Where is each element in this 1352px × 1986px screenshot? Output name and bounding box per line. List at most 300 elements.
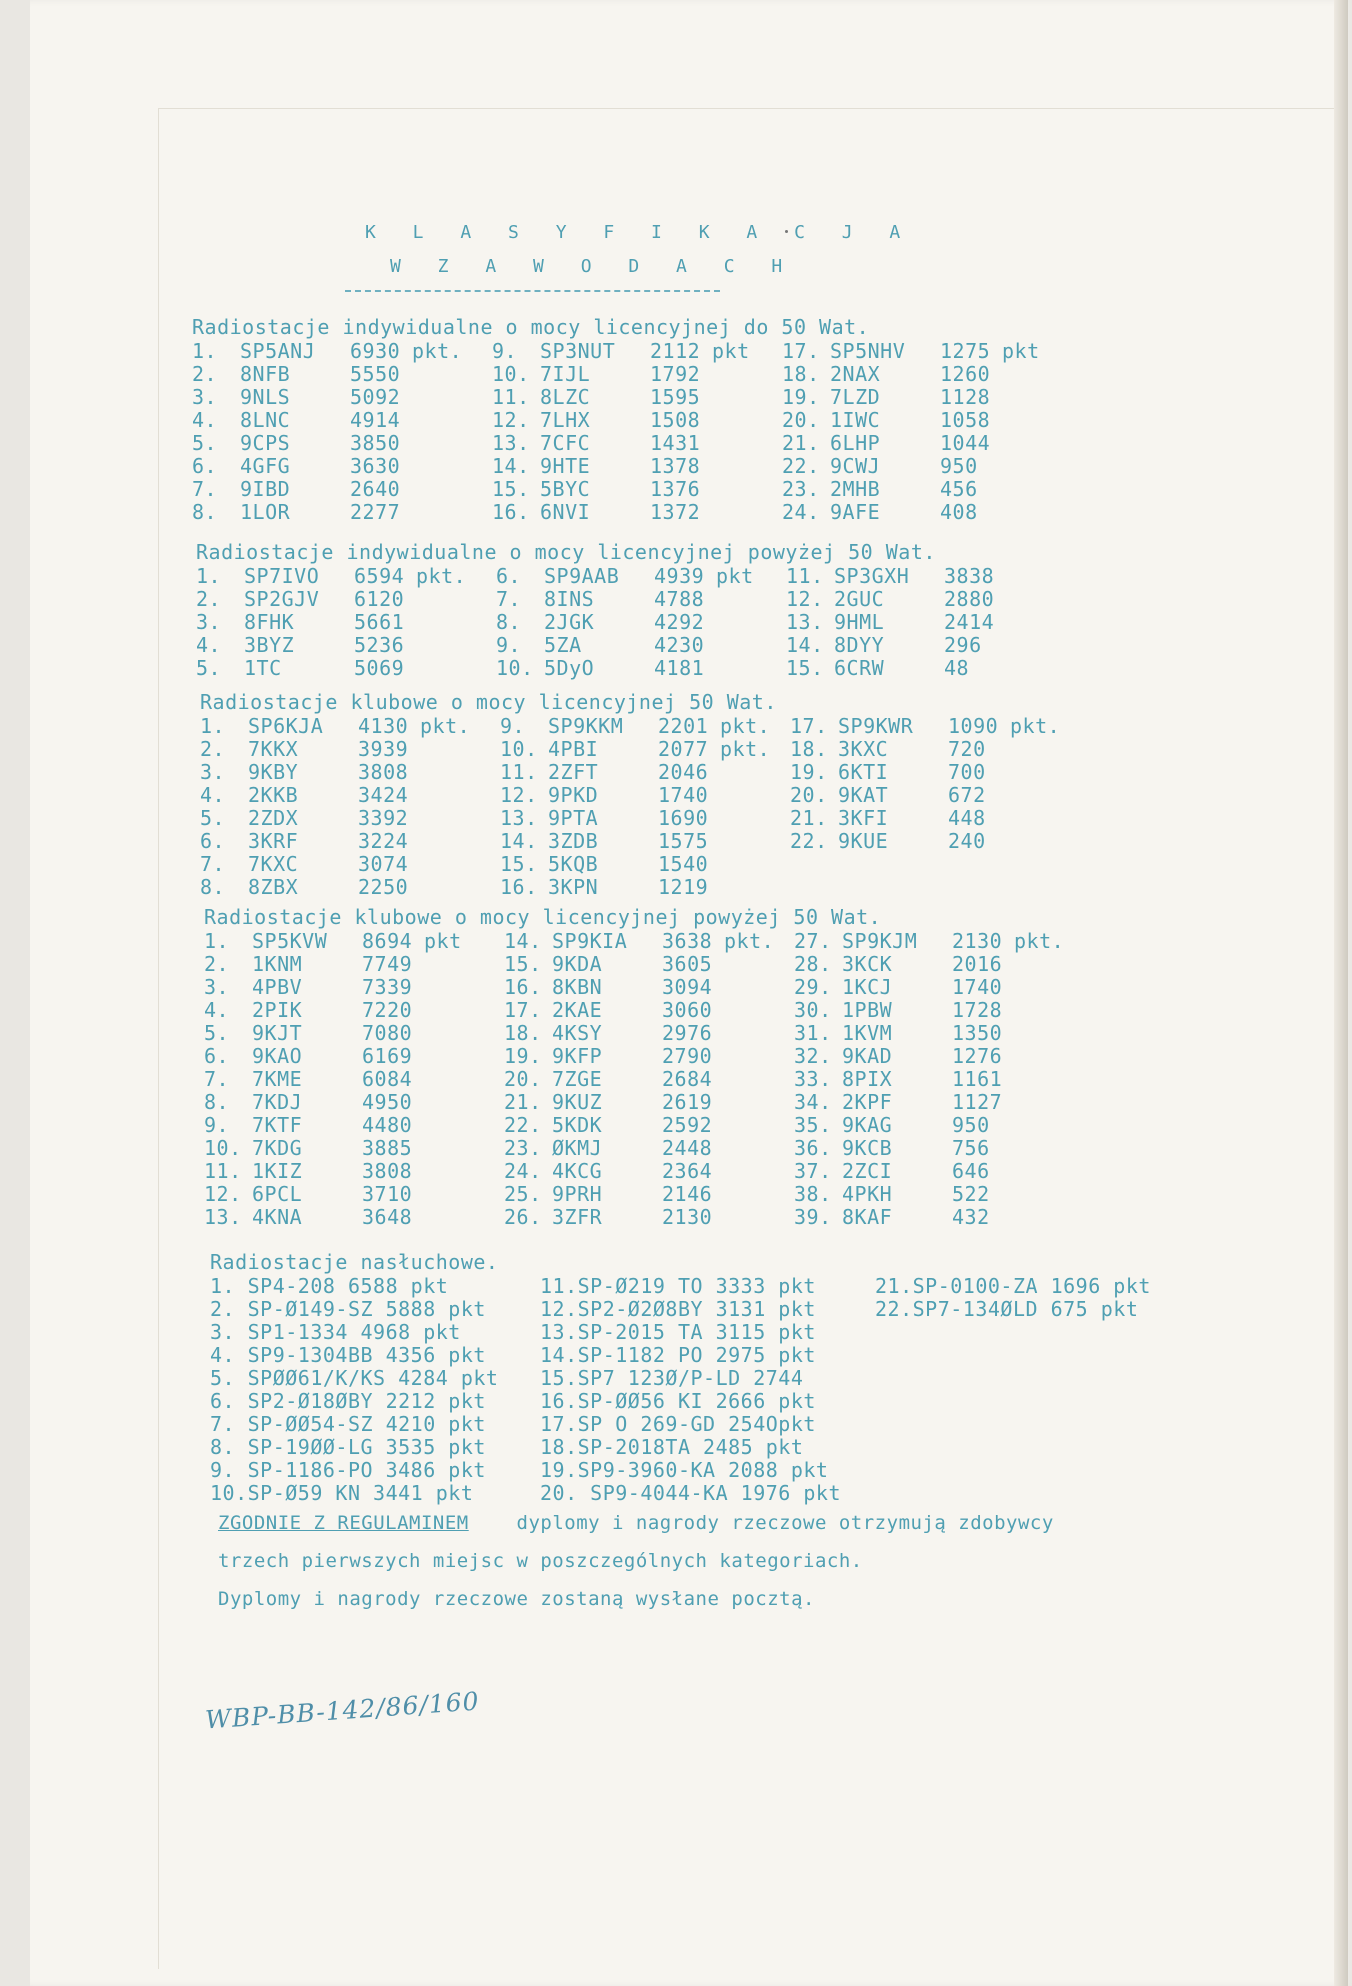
score-unit (712, 431, 762, 454)
ranking-row (782, 477, 1052, 500)
ranking-column (782, 339, 1052, 523)
ranking-row (196, 633, 466, 656)
rank-number: 19. (504, 1044, 542, 1068)
callsign: 3KXC (838, 737, 889, 761)
callsign: 9KDA (552, 952, 603, 976)
rank-number: 10. (492, 362, 530, 386)
ranking-section (192, 315, 1202, 523)
ranking-column (790, 714, 1060, 852)
ranking-row (504, 1136, 774, 1159)
callsign: 3BYZ (244, 633, 295, 657)
score: 3808 (358, 760, 409, 784)
ranking-row (794, 1067, 1064, 1090)
rank-number: 8. (204, 1090, 230, 1114)
score: 1728 (952, 998, 1003, 1022)
callsign: 9KJT (252, 1021, 303, 1045)
rank-number: 29. (794, 975, 832, 999)
rank-number: 9. (496, 633, 522, 657)
ranking-row (782, 362, 1052, 385)
rank-number: 19. (790, 760, 828, 784)
score-unit (724, 1136, 774, 1159)
callsign: 1LOR (240, 500, 291, 524)
score-unit (416, 633, 466, 656)
ranking-row (204, 1205, 474, 1228)
score-unit (1014, 1044, 1064, 1067)
score: 7339 (362, 975, 413, 999)
score-unit (712, 454, 762, 477)
note-line-3: Dyplomy i nagrody rzeczowe zostaną wysłane pocztą. (218, 1588, 815, 1610)
score: 3224 (358, 829, 409, 853)
ranking-columns (204, 929, 1214, 1228)
score: 2684 (662, 1067, 713, 1091)
score: 3630 (350, 454, 401, 478)
score: 408 (940, 500, 978, 524)
score-unit (724, 1044, 774, 1067)
ranking-row (204, 1113, 474, 1136)
rank-number: 34. (794, 1090, 832, 1114)
score: 1378 (650, 454, 701, 478)
ranking-row (786, 610, 1056, 633)
rank-number: 6. (200, 829, 226, 853)
listener-row: 11.SP-Ø219 TO 3333 pkt (540, 1274, 816, 1298)
listener-row: 9. SP-1186-PO 3486 pkt (210, 1458, 486, 1482)
score: 5092 (350, 385, 401, 409)
score-unit (424, 1159, 474, 1182)
score-unit (1006, 656, 1056, 679)
rank-number: 4. (204, 998, 230, 1022)
score: 2250 (358, 875, 409, 899)
listener-row: 16.SP-ØØ56 KI 2666 pkt (540, 1389, 816, 1413)
callsign: 8KAF (842, 1205, 893, 1229)
score: 2880 (944, 587, 995, 611)
score: 4788 (654, 587, 705, 611)
score-unit (416, 656, 466, 679)
score-unit: pkt (712, 339, 750, 363)
rank-number: 33. (794, 1067, 832, 1091)
rank-number: 4. (192, 408, 218, 432)
callsign: 7KTF (252, 1113, 303, 1137)
ranking-row (790, 806, 1060, 829)
ranking-row (200, 829, 470, 852)
ranking-column (192, 339, 462, 523)
callsign: 2JGK (544, 610, 595, 634)
score: 4914 (350, 408, 401, 432)
score: 4950 (362, 1090, 413, 1114)
ranking-column (786, 564, 1056, 679)
score-unit (1002, 477, 1052, 500)
score: 2130 (662, 1205, 713, 1229)
ranking-row (492, 477, 762, 500)
score-unit (1014, 975, 1064, 998)
score: 6169 (362, 1044, 413, 1068)
ranking-row (790, 737, 1060, 760)
rank-number: 15. (500, 852, 538, 876)
ranking-row (794, 1044, 1064, 1067)
ranking-row (786, 633, 1056, 656)
callsign: 4PBI (548, 737, 599, 761)
ranking-row (496, 656, 766, 679)
ranking-row (782, 385, 1052, 408)
ranking-section (200, 690, 1210, 898)
rank-number: 2. (200, 737, 226, 761)
score-unit (424, 975, 474, 998)
score-unit (424, 1090, 474, 1113)
ranking-row (204, 998, 474, 1021)
callsign: 7CFC (540, 431, 591, 455)
score-unit (1002, 385, 1052, 408)
ranking-row (500, 760, 770, 783)
score-unit (412, 408, 462, 431)
ranking-row (492, 339, 762, 362)
score: 1161 (952, 1067, 1003, 1091)
callsign: SP9KIA (552, 929, 628, 953)
score-unit (724, 1159, 774, 1182)
callsign: 7KXC (248, 852, 299, 876)
ranking-row (500, 875, 770, 898)
section-heading: Radiostacje indywidualne o mocy licencyjnej do 50 Wat. (192, 315, 870, 339)
ranking-row (504, 998, 774, 1021)
ranking-row (196, 564, 466, 587)
rank-number: 20. (782, 408, 820, 432)
rank-number: 10. (496, 656, 534, 680)
score: 1508 (650, 408, 701, 432)
rank-number: 18. (782, 362, 820, 386)
listener-row: 7. SP-ØØ54-SZ 4210 pkt (210, 1412, 486, 1436)
rank-number: 16. (492, 500, 530, 524)
score: 1275 (940, 339, 991, 363)
ranking-row (504, 1159, 774, 1182)
rank-number: 11. (492, 385, 530, 409)
callsign: SP5NHV (830, 339, 906, 363)
rank-number: 1. (200, 714, 226, 738)
listener-row: 17.SP O 269-GD 254Opkt (540, 1412, 816, 1436)
rank-number: 4. (196, 633, 222, 657)
listener-row: 6. SP2-Ø18ØBY 2212 pkt (210, 1389, 486, 1413)
score-unit (712, 477, 762, 500)
score-unit (424, 1044, 474, 1067)
ranking-row (794, 1136, 1064, 1159)
callsign: 2KKB (248, 783, 299, 807)
score-unit: pkt. (720, 714, 771, 738)
ranking-column (794, 929, 1064, 1228)
rank-number: 35. (794, 1113, 832, 1137)
score-unit: pkt. (412, 339, 463, 363)
score-unit: pkt. (1014, 929, 1065, 953)
callsign: 4PBV (252, 975, 303, 999)
ranking-row (200, 737, 470, 760)
callsign: 6NVI (540, 500, 591, 524)
score-unit (1014, 1113, 1064, 1136)
score: 1090 (948, 714, 999, 738)
score: 2364 (662, 1159, 713, 1183)
rank-number: 20. (504, 1067, 542, 1091)
ranking-row (794, 1021, 1064, 1044)
rank-number: 6. (204, 1044, 230, 1068)
score: 522 (952, 1182, 990, 1206)
score: 950 (940, 454, 978, 478)
score-unit (424, 1182, 474, 1205)
regulation-lead: ZGODNIE Z REGULAMINEM (218, 1512, 469, 1534)
score: 3424 (358, 783, 409, 807)
listener-column (875, 1274, 1151, 1320)
rank-number: 25. (504, 1182, 542, 1206)
ranking-columns (200, 714, 1210, 898)
rank-number: 15. (786, 656, 824, 680)
ranking-row (492, 431, 762, 454)
listener-row: 22.SP7-134ØLD 675 pkt (875, 1297, 1139, 1321)
score: 2277 (350, 500, 401, 524)
score-unit (1014, 1136, 1064, 1159)
rank-number: 32. (794, 1044, 832, 1068)
listener-row: 4. SP9-1304BB 4356 pkt (210, 1343, 486, 1367)
score-unit (1006, 610, 1056, 633)
score: 1740 (952, 975, 1003, 999)
ranking-row (504, 1113, 774, 1136)
callsign: 7KDG (252, 1136, 303, 1160)
score: 5550 (350, 362, 401, 386)
ranking-row (504, 1205, 774, 1228)
score-unit (1010, 760, 1060, 783)
listener-row: 19.SP9-3960-KA 2088 pkt (540, 1458, 829, 1482)
rank-number: 16. (504, 975, 542, 999)
score-unit (724, 998, 774, 1021)
score-unit (1010, 737, 1060, 760)
ranking-row (782, 500, 1052, 523)
rank-number: 10. (500, 737, 538, 761)
listener-column (540, 1274, 841, 1504)
ranking-row (500, 714, 770, 737)
ranking-row (196, 656, 466, 679)
score: 432 (952, 1205, 990, 1229)
ranking-row (192, 385, 462, 408)
ranking-row (790, 783, 1060, 806)
rank-number: 14. (786, 633, 824, 657)
callsign: 5ZA (544, 633, 582, 657)
score: 2130 (952, 929, 1003, 953)
callsign: 2KAE (552, 998, 603, 1022)
callsign: 9KBY (248, 760, 299, 784)
rank-number: 8. (200, 875, 226, 899)
callsign: 8INS (544, 587, 595, 611)
rank-number: 6. (496, 564, 522, 588)
ranking-row (204, 1182, 474, 1205)
score: 3074 (358, 852, 409, 876)
ranking-row (786, 564, 1056, 587)
callsign: 9HML (834, 610, 885, 634)
listener-row: 8. SP-19ØØ-LG 3535 pkt (210, 1435, 486, 1459)
score: 700 (948, 760, 986, 784)
ranking-row (794, 1182, 1064, 1205)
score: 456 (940, 477, 978, 501)
score-unit (716, 656, 766, 679)
section-heading: Radiostacje nasłuchowe. (210, 1250, 499, 1274)
ranking-row (500, 783, 770, 806)
rank-number: 18. (790, 737, 828, 761)
score-unit (412, 454, 462, 477)
ranking-row (790, 829, 1060, 852)
listener-row: 5. SPØØ61/K/KS 4284 pkt (210, 1366, 499, 1390)
callsign: 3KPN (548, 875, 599, 899)
callsign: 5KDK (552, 1113, 603, 1137)
rank-number: 13. (492, 431, 530, 455)
rank-number: 38. (794, 1182, 832, 1206)
callsign: SP9KKM (548, 714, 624, 738)
callsign: 5BYC (540, 477, 591, 501)
listener-row: 13.SP-2015 TA 3115 pkt (540, 1320, 816, 1344)
rank-number: 17. (782, 339, 820, 363)
score: 448 (948, 806, 986, 830)
score-unit (712, 385, 762, 408)
rank-number: 30. (794, 998, 832, 1022)
score: 7749 (362, 952, 413, 976)
score: 4181 (654, 656, 705, 680)
score-unit (420, 829, 470, 852)
score-unit (420, 760, 470, 783)
rank-number: 31. (794, 1021, 832, 1045)
ranking-row (504, 975, 774, 998)
page-title: K L A S Y F I K A C J A (365, 222, 914, 243)
ranking-row (782, 454, 1052, 477)
score: 1128 (940, 385, 991, 409)
rank-number: 6. (192, 454, 218, 478)
score-unit (712, 500, 762, 523)
score: 3392 (358, 806, 409, 830)
ranking-row (204, 1021, 474, 1044)
callsign: 1IWC (830, 408, 881, 432)
callsign: 9KAT (838, 783, 889, 807)
score-unit (724, 1205, 774, 1228)
rank-number: 7. (200, 852, 226, 876)
ranking-row (204, 975, 474, 998)
page-right-edge (1334, 0, 1348, 1986)
score-unit (1010, 806, 1060, 829)
callsign: 2ZCI (842, 1159, 893, 1183)
score-unit (424, 1021, 474, 1044)
callsign: SP2GJV (244, 587, 320, 611)
callsign: SP9KWR (838, 714, 914, 738)
callsign: 3KFI (838, 806, 889, 830)
score: 1372 (650, 500, 701, 524)
callsign: 7KME (252, 1067, 303, 1091)
score: 756 (952, 1136, 990, 1160)
callsign: 9AFE (830, 500, 881, 524)
score: 2146 (662, 1182, 713, 1206)
rank-number: 5. (200, 806, 226, 830)
listener-row: 12.SP2-Ø2Ø8BY 3131 pkt (540, 1297, 816, 1321)
callsign: 2NAX (830, 362, 881, 386)
callsign: 9NLS (240, 385, 291, 409)
callsign: 1KVM (842, 1021, 893, 1045)
ranking-row (794, 952, 1064, 975)
ranking-row (204, 1067, 474, 1090)
callsign: 7KKX (248, 737, 299, 761)
callsign: 8FHK (244, 610, 295, 634)
callsign: 5DyO (544, 656, 595, 680)
rank-number: 15. (504, 952, 542, 976)
score-unit (424, 952, 474, 975)
callsign: 7LHX (540, 408, 591, 432)
score: 1690 (658, 806, 709, 830)
ranking-row (204, 929, 474, 952)
score-unit (724, 1021, 774, 1044)
score-unit (720, 875, 770, 898)
score-unit (1010, 783, 1060, 806)
score-unit (412, 500, 462, 523)
rank-number: 9. (204, 1113, 230, 1137)
score-unit (1014, 1205, 1064, 1228)
score-unit (424, 1205, 474, 1228)
score-unit (416, 610, 466, 633)
callsign: 9KFP (552, 1044, 603, 1068)
rank-number: 27. (794, 929, 832, 953)
callsign: ØKMJ (552, 1136, 603, 1160)
ranking-row (504, 952, 774, 975)
score-unit (1010, 829, 1060, 852)
score: 3638 (662, 929, 713, 953)
callsign: 7KDJ (252, 1090, 303, 1114)
score-unit (416, 587, 466, 610)
rank-number: 1. (204, 929, 230, 953)
rank-number: 22. (504, 1113, 542, 1137)
callsign: SP7IVO (244, 564, 320, 588)
ranking-row (200, 783, 470, 806)
score: 1792 (650, 362, 701, 386)
section-heading: Radiostacje klubowe o mocy licencyjnej 50 Wat. (200, 690, 777, 714)
ranking-row (790, 714, 1060, 737)
rank-number: 12. (786, 587, 824, 611)
score: 1219 (658, 875, 709, 899)
score: 8694 (362, 929, 413, 953)
score-unit (1014, 1182, 1064, 1205)
score: 2640 (350, 477, 401, 501)
notes-block (218, 1512, 1218, 1626)
rank-number: 17. (790, 714, 828, 738)
score: 2619 (662, 1090, 713, 1114)
rank-number: 2. (196, 587, 222, 611)
score: 1044 (940, 431, 991, 455)
ranking-row (504, 1090, 774, 1113)
score: 5069 (354, 656, 405, 680)
score-unit (424, 1113, 474, 1136)
ranking-row (794, 1159, 1064, 1182)
score: 3838 (944, 564, 995, 588)
score-unit (716, 587, 766, 610)
rank-number: 22. (790, 829, 828, 853)
score: 2046 (658, 760, 709, 784)
score: 2976 (662, 1021, 713, 1045)
callsign: 9PKD (548, 783, 599, 807)
score: 2112 (650, 339, 701, 363)
ranking-row (192, 454, 462, 477)
ranking-row (492, 385, 762, 408)
rank-number: 37. (794, 1159, 832, 1183)
score: 7080 (362, 1021, 413, 1045)
callsign: SP9KJM (842, 929, 918, 953)
score: 1595 (650, 385, 701, 409)
rank-number: 11. (204, 1159, 242, 1183)
score-unit (724, 1067, 774, 1090)
score-unit (424, 1136, 474, 1159)
callsign: 4GFG (240, 454, 291, 478)
score: 1276 (952, 1044, 1003, 1068)
callsign: 4PKH (842, 1182, 893, 1206)
rank-number: 13. (500, 806, 538, 830)
section-heading: Radiostacje indywidualne o mocy licencyjnej powyżej 50 Wat. (196, 540, 936, 564)
rank-number: 14. (504, 929, 542, 953)
rank-number: 39. (794, 1205, 832, 1229)
callsign: 4KSY (552, 1021, 603, 1045)
rank-number: 3. (196, 610, 222, 634)
